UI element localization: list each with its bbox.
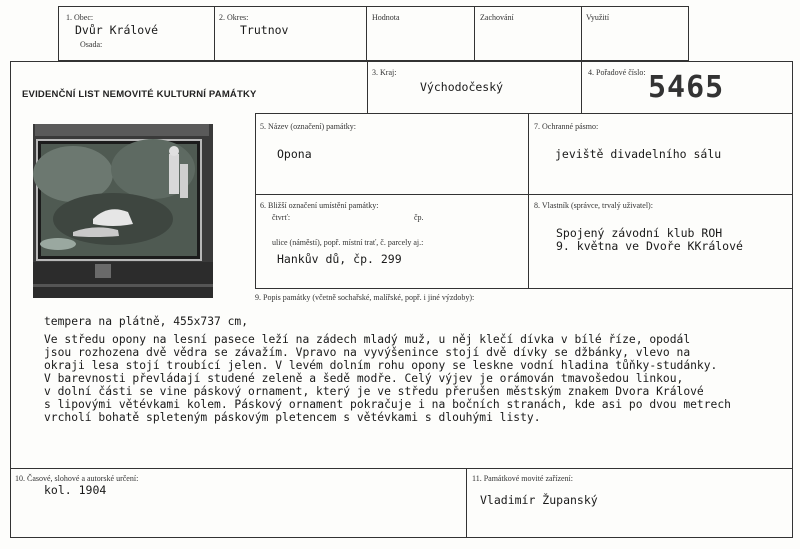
obec-label: 1. Obec: — [66, 13, 94, 22]
okres-value: Trutnov — [240, 23, 289, 37]
curtain-painting-image — [33, 124, 213, 298]
description-line: jsou rozhozena dvě vědra se závažím. Vpravo na vyvýšenince stojí dvě dívky se džbánky, vlevo na — [44, 346, 691, 359]
obec-value: Dvůr Králové — [75, 23, 159, 37]
divider — [528, 113, 529, 289]
pasmo-value: jeviště divadelního sálu — [555, 147, 722, 161]
divider — [366, 6, 367, 61]
nazev-value: Opona — [277, 147, 312, 161]
pasmo-label: 7. Ochranné pásmo: — [534, 122, 599, 131]
registration-number: 5465 — [648, 70, 725, 105]
umisteni-value: Hankův dů, čp. 299 — [277, 252, 402, 266]
description-text — [44, 333, 793, 433]
vlastnik-line2: 9. května ve Dvoře KKrálové — [556, 239, 743, 253]
description-line: Ve středu opony na lesní pasece leží na zádech mladý muž, u něj klečí dívka v bílé říze, opodál — [44, 333, 691, 346]
kraj-value: Východočeský — [420, 80, 504, 94]
divider — [367, 61, 368, 114]
hodnota-label: Hodnota — [372, 13, 400, 22]
form-title: EVIDENČNÍ LIST NEMOVITÉ KULTURNÍ PAMÁTKY — [22, 89, 257, 100]
okres-label: 2. Okres: — [219, 13, 249, 22]
divider — [474, 6, 475, 61]
description-line: s lipovými větévkami kolem. Páskový ornament pokračuje i na bočních stranách, kde asi po dvou metrech — [44, 398, 731, 411]
divider — [255, 288, 793, 289]
description-line: V barevnosti převládají studené zeleně a šedě modře. Celý výjev je orámován tmavošedou linkou, — [44, 372, 684, 385]
zachovani-label: Zachování — [480, 13, 514, 22]
description-material: tempera na plátně, 455x737 cm, — [44, 315, 249, 328]
description-line: okraji lesa stojí troubící jelen. V levém dolním rohu opony se leskne vodní hladina tůňky-studánky. — [44, 359, 718, 372]
vyuziti-label: Využití — [586, 13, 610, 22]
nazev-label: 5. Název (označení) památky: — [260, 122, 356, 131]
divider — [255, 194, 793, 195]
divider — [214, 6, 215, 61]
cp-label: čp. — [414, 213, 424, 222]
monument-photo — [33, 124, 213, 298]
vlastnik-label: 8. Vlastník (správce, trvalý uživatel): — [534, 201, 653, 210]
movite-label: 11. Památkové movité zařízení: — [472, 474, 574, 483]
osada-label: Osada: — [80, 40, 103, 49]
urceni-value: kol. 1904 — [44, 483, 107, 497]
divider — [255, 113, 793, 114]
kraj-label: 3. Kraj: — [372, 68, 397, 77]
divider — [255, 113, 256, 289]
popis-label: 9. Popis památky (včetně sochařské, malířské, popř. i jiné výzdoby): — [255, 293, 475, 302]
description-line: v dolní části se vine páskový ornament, který je ve středu přerušen městským znakem Dvora Králové — [44, 385, 704, 398]
umisteni-label: 6. Bližší označení umístění památky: — [260, 201, 379, 210]
divider — [581, 6, 582, 61]
divider — [466, 468, 467, 538]
ulice-label: ulice (náměstí), popř. místní trať, č. parcely aj.: — [272, 238, 424, 247]
divider — [581, 61, 582, 114]
movite-value: Vladimír Županský — [480, 493, 598, 507]
divider — [10, 468, 793, 469]
description-line: vrcholí bohatě spleteným páskovým pletencem s větévkami s dlouhými listy. — [44, 411, 541, 424]
urceni-label: 10. Časové, slohové a autorské určení: — [15, 474, 139, 483]
vlastnik-line1: Spojený závodní klub ROH — [556, 226, 723, 240]
ctvrt-label: čtvrť: — [272, 213, 291, 222]
poradove-label: 4. Pořadové číslo: — [588, 68, 646, 77]
